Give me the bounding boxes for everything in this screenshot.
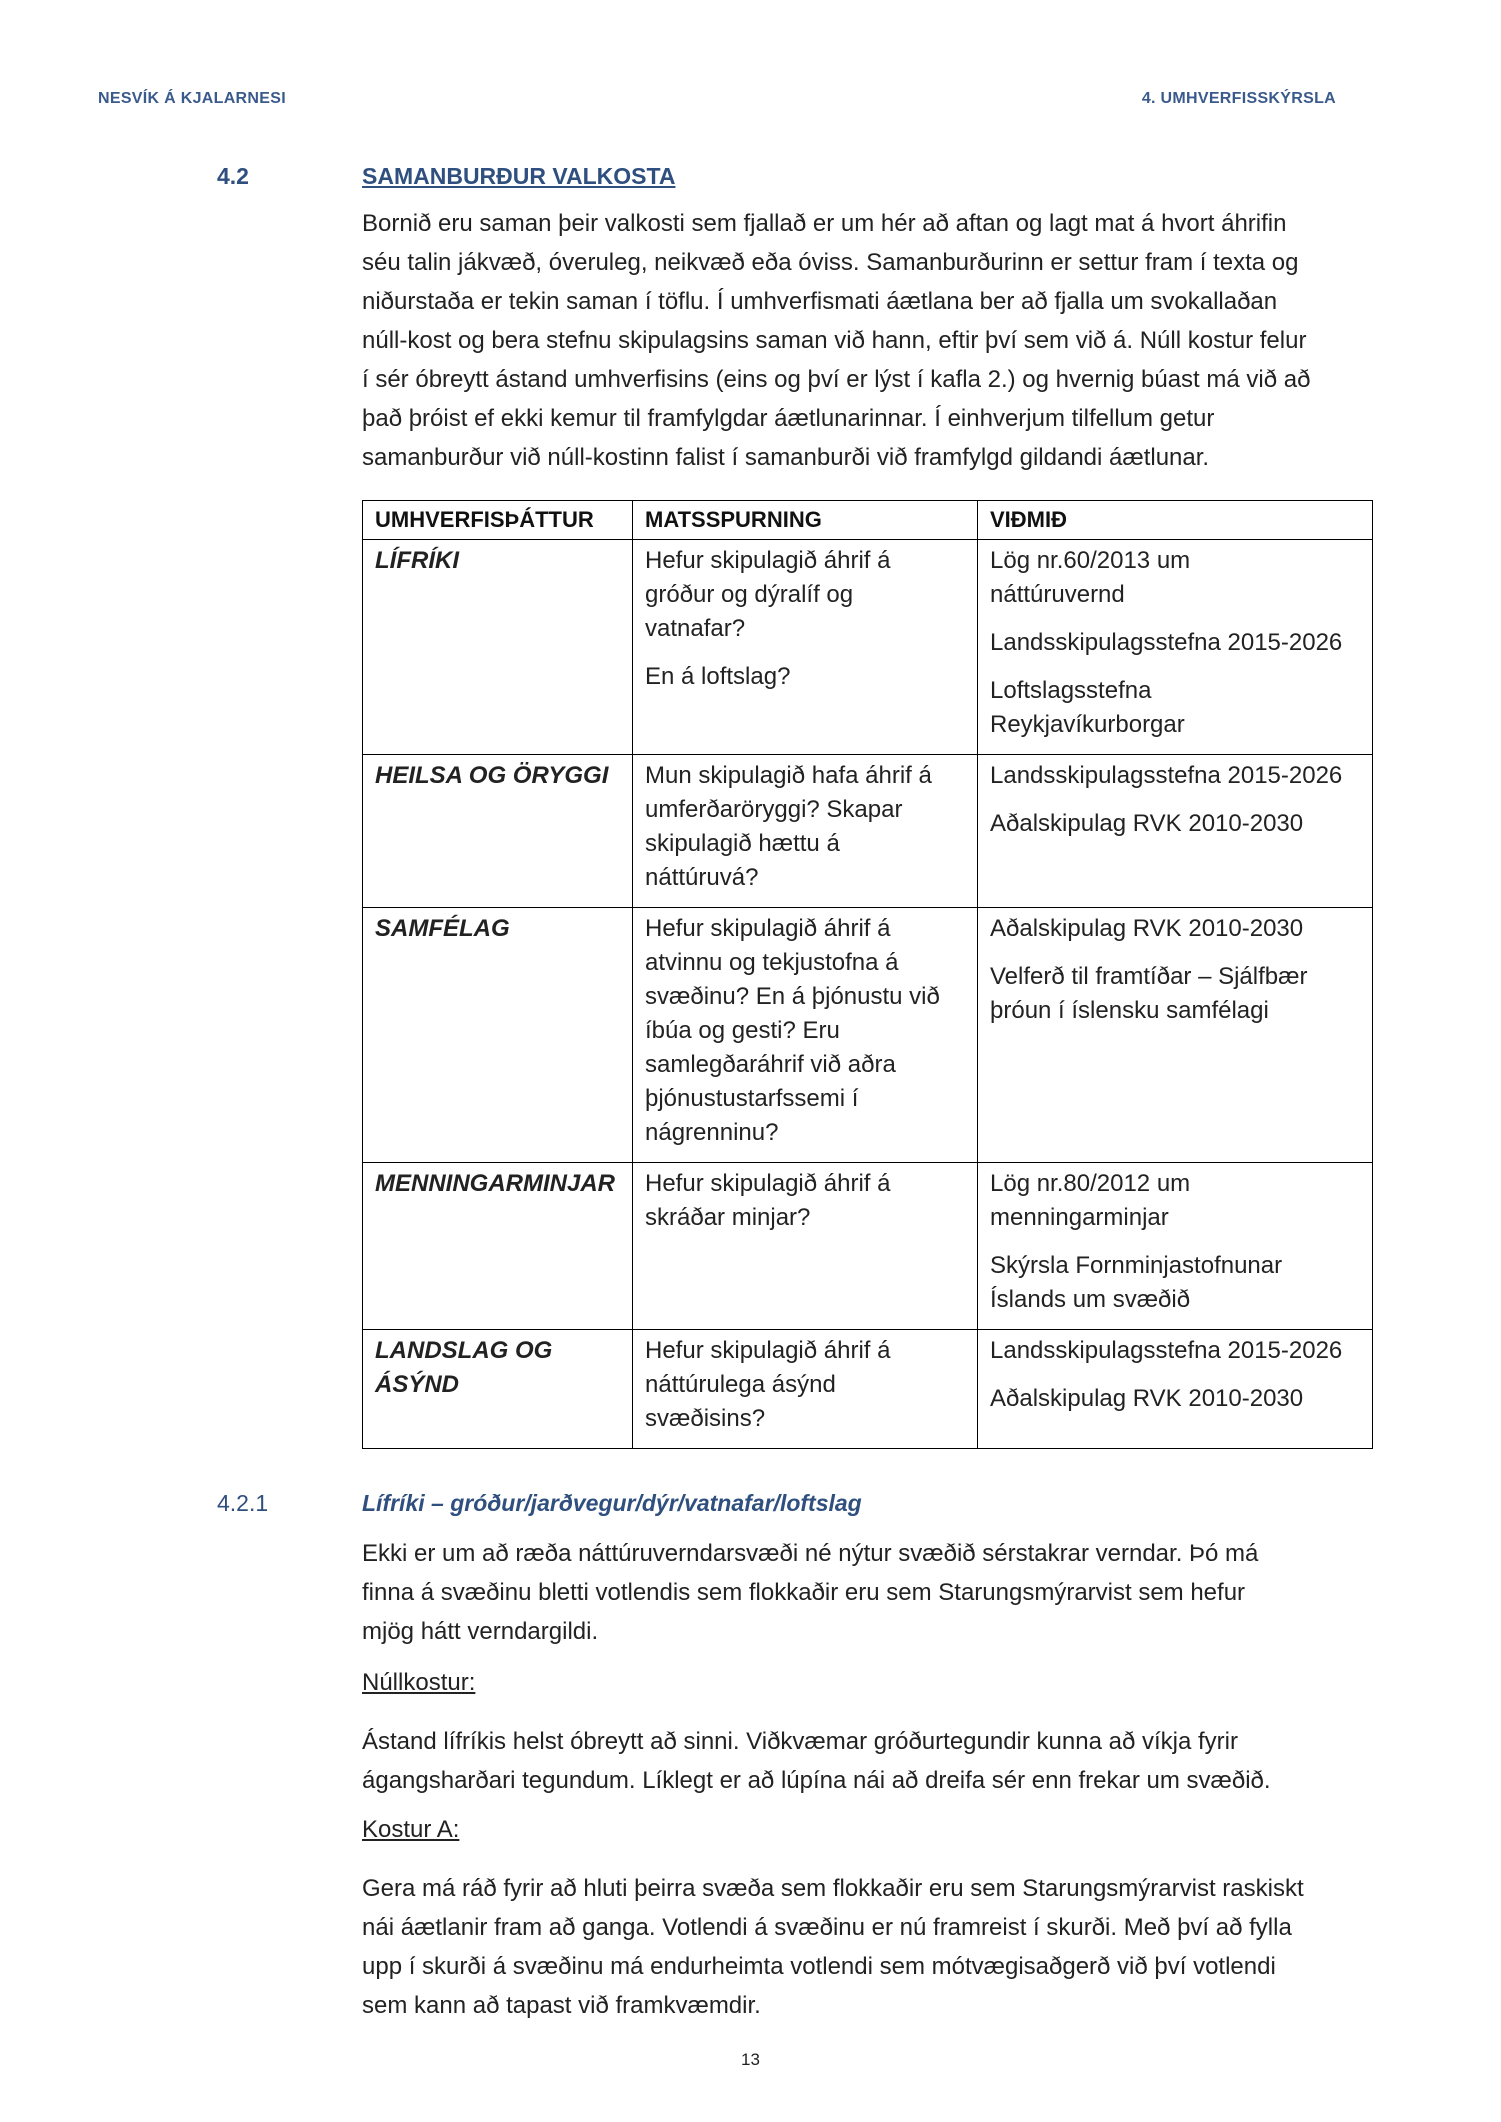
column-header-question: MATSSPURNING	[633, 501, 978, 540]
cell-line: Mun skipulagið hafa áhrif á	[645, 762, 932, 789]
cell-line: Aðalskipulag RVK 2010-2030	[990, 810, 1304, 837]
table-cell-factor: LANDSLAG OG ÁSÝND	[363, 1330, 633, 1449]
running-header-right: 4. UMHVERFISSKÝRSLA	[1141, 90, 1336, 107]
table-cell-question	[633, 908, 978, 1163]
column-header-factor: UMHVERFISÞÁTTUR	[363, 501, 633, 540]
cell-line: Hefur skipulagið áhrif á	[645, 547, 891, 574]
text-line: það þróist ef ekki kemur til framfylgdar áætlunarinnar. Í einhverjum tilfellum getur	[362, 405, 1215, 432]
table-cell-question	[633, 1163, 978, 1330]
section-title: SAMANBURÐUR VALKOSTA	[362, 163, 676, 189]
cell-line: Skýrsla Fornminjastofnunar	[990, 1252, 1283, 1279]
cell-line: Lög nr.80/2012 um	[990, 1170, 1191, 1197]
cell-line: umferðaröryggi? Skapar	[645, 796, 903, 823]
text-line: niðurstaða er tekin saman í töflu. Í umhverfismati áætlana ber að fjalla um svokallaðan	[362, 288, 1278, 315]
cell-line: Landsskipulagsstefna 2015-2026	[990, 629, 1343, 656]
table-cell-factor: MENNINGARMINJAR	[363, 1163, 633, 1330]
cell-line: náttúruvernd	[990, 581, 1125, 608]
section-intro-paragraph	[362, 204, 1377, 477]
cell-line: Landsskipulagsstefna 2015-2026	[990, 1337, 1343, 1364]
text-line: sem kann að tapast við framkvæmdir.	[362, 1992, 761, 2019]
text-line: séu talin jákvæð, óveruleg, neikvæð eða óviss. Samanburðurinn er settur fram í texta og	[362, 249, 1299, 276]
criteria-table	[362, 500, 1373, 1449]
cell-line: Loftslagsstefna	[990, 677, 1152, 704]
cell-line: þjónustustarfssemi í	[645, 1085, 859, 1112]
cell-line: atvinnu og tekjustofna á	[645, 949, 899, 976]
text-line: núll-kost og bera stefnu skipulagsins saman við hann, eftir því sem við á. Núll kostur felur	[362, 327, 1307, 354]
cell-line: þróun í íslensku samfélagi	[990, 997, 1269, 1024]
table-row	[363, 1163, 1373, 1330]
table-row	[363, 540, 1373, 755]
text-line: Ekki er um að ræða náttúruverndarsvæði né nýtur svæðið sérstakrar verndar. Þó má	[362, 1540, 1259, 1567]
table-row	[363, 755, 1373, 908]
subsection-title: Lífríki – gróður/jarðvegur/dýr/vatnafar/loftslag	[362, 1490, 862, 1516]
text-line: mjög hátt verndargildi.	[362, 1618, 599, 1645]
text-line: samanburður við núll-kostinn falist í samanburði við framfylgd gildandi áætlunar.	[362, 444, 1210, 471]
text-line: finna á svæðinu bletti votlendis sem flokkaðir eru sem Starungsmýrarvist sem hefur	[362, 1579, 1246, 1606]
cell-line: samlegðaráhrif við aðra	[645, 1051, 896, 1078]
cell-line: Lög nr.60/2013 um	[990, 547, 1191, 574]
table-cell-factor: LÍFRÍKI	[363, 540, 633, 755]
cell-line: Hefur skipulagið áhrif á	[645, 1170, 891, 1197]
cell-line: Landsskipulagsstefna 2015-2026	[990, 762, 1343, 789]
cell-line: Hefur skipulagið áhrif á	[645, 1337, 891, 1364]
option-a-label: Kostur A:	[362, 1816, 460, 1843]
null-option-paragraph	[362, 1722, 1377, 1800]
cell-line: Velferð til framtíðar – Sjálfbær	[990, 963, 1308, 990]
table-cell-criteria	[978, 1163, 1373, 1330]
cell-line: gróður og dýralíf og	[645, 581, 854, 608]
cell-line: skipulagið hættu á	[645, 830, 840, 857]
table-cell-factor: SAMFÉLAG	[363, 908, 633, 1163]
cell-line: Íslands um svæðið	[990, 1286, 1191, 1313]
cell-line: svæðinu? En á þjónustu við	[645, 983, 940, 1010]
section-number: 4.2	[217, 163, 249, 189]
text-line: í sér óbreytt ástand umhverfisins (eins og því er lýst í kafla 2.) og hvernig búast má við að	[362, 366, 1311, 393]
cell-line: Hefur skipulagið áhrif á	[645, 915, 891, 942]
cell-line: náttúrulega ásýnd	[645, 1371, 836, 1398]
running-header-left: NESVÍK Á KJALARNESI	[98, 90, 286, 107]
cell-line: náttúruvá?	[645, 864, 759, 891]
cell-line: Aðalskipulag RVK 2010-2030	[990, 915, 1304, 942]
text-line: upp í skurði á svæðinu má endurheimta votlendi sem mótvægisaðgerð við því votlendi	[362, 1953, 1276, 1980]
column-header-criteria: VIÐMIÐ	[978, 501, 1373, 540]
table-cell-criteria	[978, 540, 1373, 755]
table-cell-factor: HEILSA OG ÖRYGGI	[363, 755, 633, 908]
page-number: 13	[741, 2050, 760, 2069]
cell-line: nágrenninu?	[645, 1119, 779, 1146]
text-line: Gera má ráð fyrir að hluti þeirra svæða sem flokkaðir eru sem Starungsmýrarvist raskiskt	[362, 1875, 1304, 1902]
table-cell-criteria	[978, 908, 1373, 1163]
table-row	[363, 1330, 1373, 1449]
subsection-intro-paragraph	[362, 1534, 1377, 1651]
table-header-row	[363, 501, 1373, 540]
cell-line: menningarminjar	[990, 1204, 1169, 1231]
cell-line: Aðalskipulag RVK 2010-2030	[990, 1385, 1304, 1412]
subsection-number: 4.2.1	[217, 1490, 269, 1516]
cell-line: íbúa og gesti? Eru	[645, 1017, 840, 1044]
table-cell-question	[633, 1330, 978, 1449]
table-cell-question	[633, 755, 978, 908]
text-line: Ástand lífríkis helst óbreytt að sinni. Viðkvæmar gróðurtegundir kunna að víkja fyrir	[362, 1728, 1238, 1755]
cell-line: Reykjavíkurborgar	[990, 711, 1185, 738]
table-cell-criteria	[978, 1330, 1373, 1449]
option-a-paragraph	[362, 1869, 1377, 2025]
null-option-label: Núllkostur:	[362, 1669, 476, 1696]
cell-line: En á loftslag?	[645, 663, 791, 690]
table-cell-criteria	[978, 755, 1373, 908]
table-row	[363, 908, 1373, 1163]
cell-line: skráðar minjar?	[645, 1204, 811, 1231]
text-line: ágangsharðari tegundum. Líklegt er að lúpína nái að dreifa sér enn frekar um svæðið.	[362, 1767, 1271, 1794]
table-cell-question	[633, 540, 978, 755]
text-line: nái áætlanir fram að ganga. Votlendi á svæðinu er nú framreist í skurði. Með því að fylla	[362, 1914, 1292, 1941]
cell-line: vatnafar?	[645, 615, 746, 642]
text-line: Bornið eru saman þeir valkosti sem fjallað er um hér að aftan og lagt mat á hvort áhrifin	[362, 210, 1287, 237]
cell-line: svæðisins?	[645, 1405, 766, 1432]
